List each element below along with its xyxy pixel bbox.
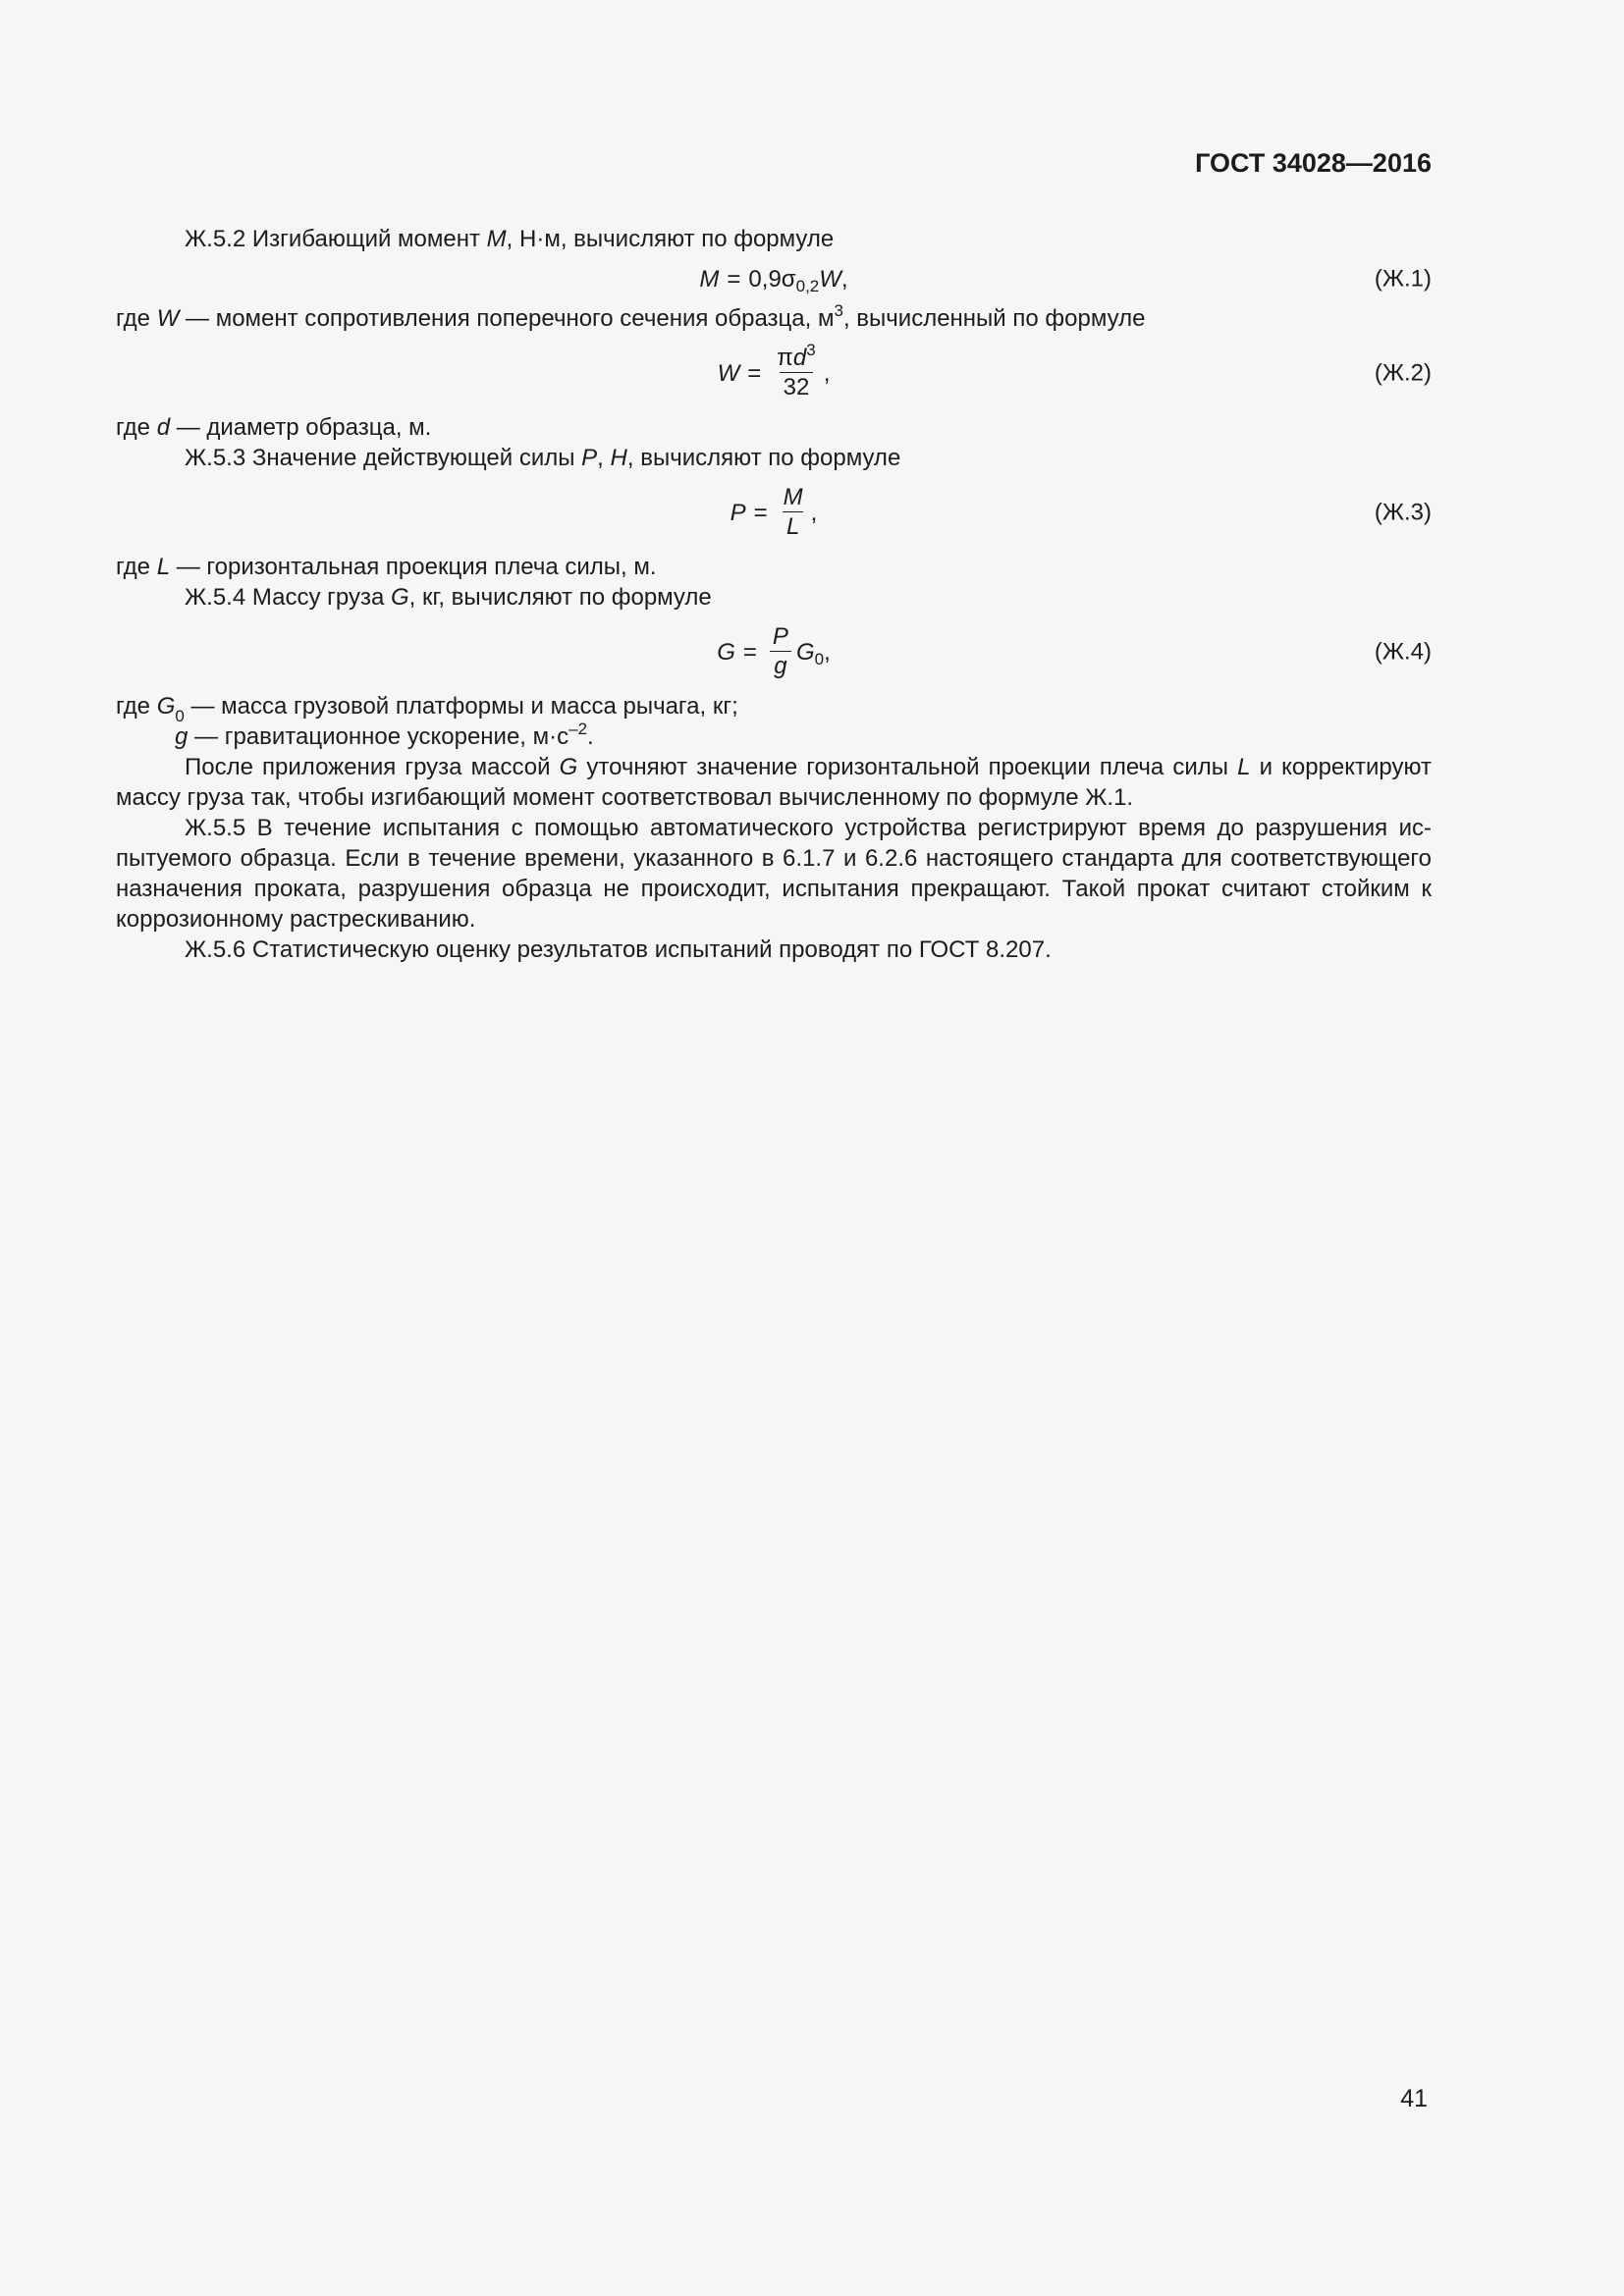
section-zh-5-5: Ж.5.5 В течение испытания с помощью автоматического устройства регистрируют время до разрушения испытуемого образца. Если в течение времени, указанного в 6.1.7 и 6.2.6 настоящего стандарта для соответствующего назначения проката, разрушения образца не происходит, испытания прекращают. Такой прокат считают стойким к коррозионному растрескиванию. (116, 815, 1432, 933)
definition-d: где d — диаметр образца, м. (116, 414, 432, 441)
formula-number: (Ж.1) (1374, 265, 1432, 293)
formula-number: (Ж.4) (1374, 638, 1432, 666)
section-zh-5-3: Ж.5.3 Значение действующей силы P, Н, вычисляют по формуле (185, 445, 901, 471)
document-id: ГОСТ 34028—2016 (1195, 148, 1432, 178)
formula-number: (Ж.2) (1374, 359, 1432, 387)
definition-w: где W — момент сопротивления поперечного сечения образца, $м^3$, вычисленный по формуле (116, 301, 1146, 332)
formula-zh-4: G = $\frac{P}{g}$ G $_0$ , (Ж.4) (717, 622, 1432, 679)
formula-zh-2: W = $\frac{\pi d^3}{32}$ , (Ж.2) (717, 340, 1432, 400)
section-zh-5-6: Ж.5.6 Статистическую оценку результатов испытаний проводят по ГОСТ 8.207. (185, 936, 1052, 963)
fraction: $\frac{M}{L}$ (783, 483, 803, 540)
document-body (116, 224, 1432, 965)
formula-zh-3: P = $\frac{M}{L}$ , (Ж.3) (730, 483, 1432, 540)
definition-l: где L — горизонтальная проекция плеча силы, м. (116, 554, 657, 580)
formula-zh-1: M = 0,9σ $_{0,2}$ W , (Ж.1) (699, 265, 1432, 295)
definition-g: g — гравитационное ускорение, $м\cdot с^{-2}$. (175, 720, 594, 750)
definition-g0: где $G_0$ — масса грузовой платформы и масса рычага, кг; (116, 693, 738, 725)
paragraph-load-adjustment: После приложения груза массой G уточняют значение горизонтальной проекции плеча силы L и корректируют массу груза так, чтобы изгибающий момент соответствовал вычисленному по формуле Ж.1. (116, 754, 1432, 811)
fraction: $\frac{\pi d^3}{32}$ (777, 340, 816, 400)
page-number: 41 (1400, 2085, 1428, 2112)
fraction: $\frac{P}{g}$ (769, 623, 792, 681)
section-zh-5-2: Ж.5.2 Изгибающий момент M, Н·м, вычисляют по формуле (185, 226, 835, 252)
formula-number: (Ж.3) (1374, 499, 1432, 526)
section-zh-5-4: Ж.5.4 Массу груза G, кг, вычисляют по формуле (185, 584, 712, 611)
